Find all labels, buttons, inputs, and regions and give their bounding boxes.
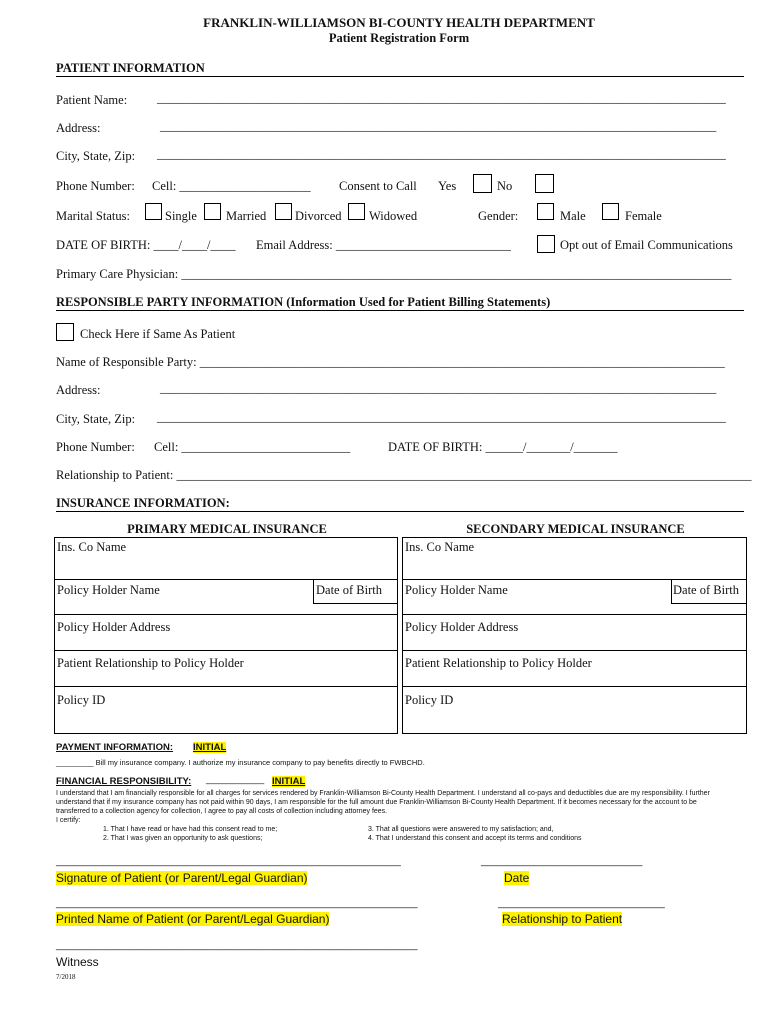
date-line[interactable]: _____________________________	[481, 856, 643, 867]
signature-line[interactable]: ______________________________________________________________	[56, 856, 401, 867]
widowed-label: Widowed	[369, 209, 418, 223]
row-divider	[402, 579, 747, 580]
ins-co-name-label: Ins. Co Name	[57, 540, 127, 554]
printed-name-line[interactable]: _________________________________________________________________	[56, 898, 418, 909]
policy-holder-name-label: Policy Holder Name	[57, 583, 160, 597]
patient-address-field[interactable]: _________________________________________________________________________________________	[160, 119, 717, 133]
form-version: 7/2018	[56, 973, 76, 981]
policy-id-label: Policy ID	[405, 693, 454, 707]
row-divider	[402, 686, 747, 687]
primary-ins-co-cell[interactable]	[54, 537, 398, 579]
section-divider	[56, 511, 744, 512]
patient-dob-field[interactable]: DATE OF BIRTH: ____/____/____	[56, 238, 236, 252]
patient-csz-field[interactable]: ___________________________________________________________________________________________	[157, 147, 726, 161]
male-checkbox[interactable]	[537, 203, 554, 220]
witness-line[interactable]: _________________________________________________________________	[56, 940, 418, 951]
policy-holder-address-label: Policy Holder Address	[57, 620, 171, 634]
opt-out-email-label: Opt out of Email Communications	[560, 238, 733, 252]
consent-to-call-label: Consent to Call	[339, 179, 417, 193]
dob-divider	[671, 603, 747, 604]
bill-insurance-initial-field[interactable]: _________ Bill my insurance company. I authorize my insurance company to pay benefits directly to FWBCHD.	[56, 758, 425, 767]
patient-relationship-label: Patient Relationship to Policy Holder	[57, 656, 244, 670]
gender-label: Gender:	[478, 209, 519, 223]
dob-divider	[313, 603, 398, 604]
same-as-patient-checkbox[interactable]	[56, 323, 74, 341]
financial-paragraph: I understand that I am financially responsible for all charges for services rendered by Franklin-Williamson Bi-County Health Department. I understand all co-pays and deductibles due are my responsibility. I further understand that if my insurance company has not paid within 90 days, I am responsible for the full amount due Franklin-Williamson Bi-County Health Department. If it becomes necessary for the account to be transferred to a collection agency for collection, I agree to pay all costs of collection including attorney fees.	[56, 790, 710, 815]
responsible-section-title: RESPONSIBLE PARTY INFORMATION (Information Used for Patient Billing Statements)	[56, 295, 551, 309]
signature-label: Signature of Patient (or Parent/Legal Guardian)	[56, 871, 308, 885]
payment-initial: INITIAL	[193, 742, 227, 753]
row-divider	[54, 686, 398, 687]
section-divider	[56, 76, 744, 77]
dob-divider	[313, 579, 314, 603]
single-checkbox[interactable]	[145, 203, 162, 220]
printed-name-label: Printed Name of Patient (or Parent/Legal Guardian)	[56, 912, 330, 926]
responsible-csz-field[interactable]: ___________________________________________________________________________________________	[157, 410, 726, 424]
witness-label: Witness	[56, 955, 99, 969]
patient-cell-field[interactable]: Cell: _____________________	[152, 179, 311, 193]
responsible-address-label: Address:	[56, 383, 101, 397]
relationship-to-patient-field[interactable]: Relationship to Patient: ____________________________________________________________________________________________	[56, 468, 752, 482]
primary-insurance-title: PRIMARY MEDICAL INSURANCE	[127, 522, 327, 536]
certify-item-3: 3. That all questions were answered to my satisfaction; and,	[368, 826, 554, 833]
row-divider	[402, 650, 747, 651]
secondary-insurance-title: SECONDARY MEDICAL INSURANCE	[466, 522, 685, 536]
patient-name-field[interactable]: ___________________________________________________________________________________________	[157, 91, 726, 105]
widowed-checkbox[interactable]	[348, 203, 365, 220]
responsible-csz-label: City, State, Zip:	[56, 412, 136, 426]
marital-status-label: Marital Status:	[56, 209, 130, 223]
org-title: FRANKLIN-WILLIAMSON BI-COUNTY HEALTH DEPARTMENT	[203, 15, 595, 30]
consent-no-label: No	[497, 179, 513, 193]
payment-title: PAYMENT INFORMATION:	[56, 742, 173, 753]
consent-yes-checkbox[interactable]	[473, 174, 492, 193]
divorced-checkbox[interactable]	[275, 203, 292, 220]
row-divider	[54, 614, 398, 615]
secondary-dob-label: Date of Birth	[673, 583, 739, 597]
insurance-section-title: INSURANCE INFORMATION:	[56, 496, 230, 510]
financial-initial: INITIAL	[272, 776, 306, 787]
financial-initial-field[interactable]: ___________	[206, 774, 265, 785]
responsible-dob-field[interactable]: DATE OF BIRTH: ______/_______/_______	[388, 440, 618, 454]
patient-section-title: PATIENT INFORMATION	[56, 61, 205, 75]
patient-csz-label: City, State, Zip:	[56, 149, 136, 163]
row-divider	[54, 650, 398, 651]
same-as-patient-label: Check Here if Same As Patient	[80, 327, 236, 341]
certify-item-4: 4. That I understand this consent and accept its terms and conditions	[368, 835, 582, 842]
row-divider	[402, 614, 747, 615]
primary-dob-label: Date of Birth	[316, 583, 382, 597]
policy-holder-address-label: Policy Holder Address	[405, 620, 519, 634]
divorced-label: Divorced	[295, 209, 342, 223]
responsible-address-field[interactable]: _________________________________________________________________________________________	[160, 381, 717, 395]
ins-co-name-label: Ins. Co Name	[405, 540, 475, 554]
relationship-label: Relationship to Patient	[502, 912, 623, 926]
relationship-line[interactable]: ______________________________	[498, 898, 665, 909]
patient-email-field[interactable]: Email Address: ____________________________	[256, 238, 511, 252]
single-label: Single	[165, 209, 197, 223]
patient-name-label: Patient Name:	[56, 93, 128, 107]
primary-care-physician-field[interactable]: Primary Care Physician: ________________________________________________________________________________________	[56, 267, 732, 281]
dob-divider	[671, 579, 672, 603]
certify-item-1: 1. That I have read or have had this consent read to me;	[103, 826, 278, 833]
financial-title: FINANCIAL RESPONSIBILITY:	[56, 776, 192, 787]
consent-yes-label: Yes	[438, 179, 457, 193]
date-label: Date	[504, 871, 530, 885]
responsible-phone-label: Phone Number:	[56, 440, 135, 454]
policy-holder-name-label: Policy Holder Name	[405, 583, 508, 597]
patient-address-label: Address:	[56, 121, 101, 135]
male-label: Male	[560, 209, 586, 223]
patient-phone-label: Phone Number:	[56, 179, 135, 193]
consent-no-checkbox[interactable]	[535, 174, 554, 193]
married-label: Married	[226, 209, 267, 223]
certify-item-2: 2. That I was given an opportunity to ask questions;	[103, 835, 263, 842]
row-divider	[54, 579, 398, 580]
patient-relationship-label: Patient Relationship to Policy Holder	[405, 656, 592, 670]
form-title: Patient Registration Form	[328, 31, 470, 45]
female-label: Female	[625, 209, 662, 223]
female-checkbox[interactable]	[602, 203, 619, 220]
secondary-insurance-table	[402, 537, 747, 734]
certify-label: I certify:	[56, 817, 81, 824]
married-checkbox[interactable]	[204, 203, 221, 220]
responsible-cell-field[interactable]: Cell: ___________________________	[154, 440, 351, 454]
responsible-name-field[interactable]: Name of Responsible Party: ____________________________________________________________________________________	[56, 355, 725, 369]
policy-id-label: Policy ID	[57, 693, 106, 707]
opt-out-email-checkbox[interactable]	[537, 235, 555, 253]
section-divider	[56, 310, 744, 311]
